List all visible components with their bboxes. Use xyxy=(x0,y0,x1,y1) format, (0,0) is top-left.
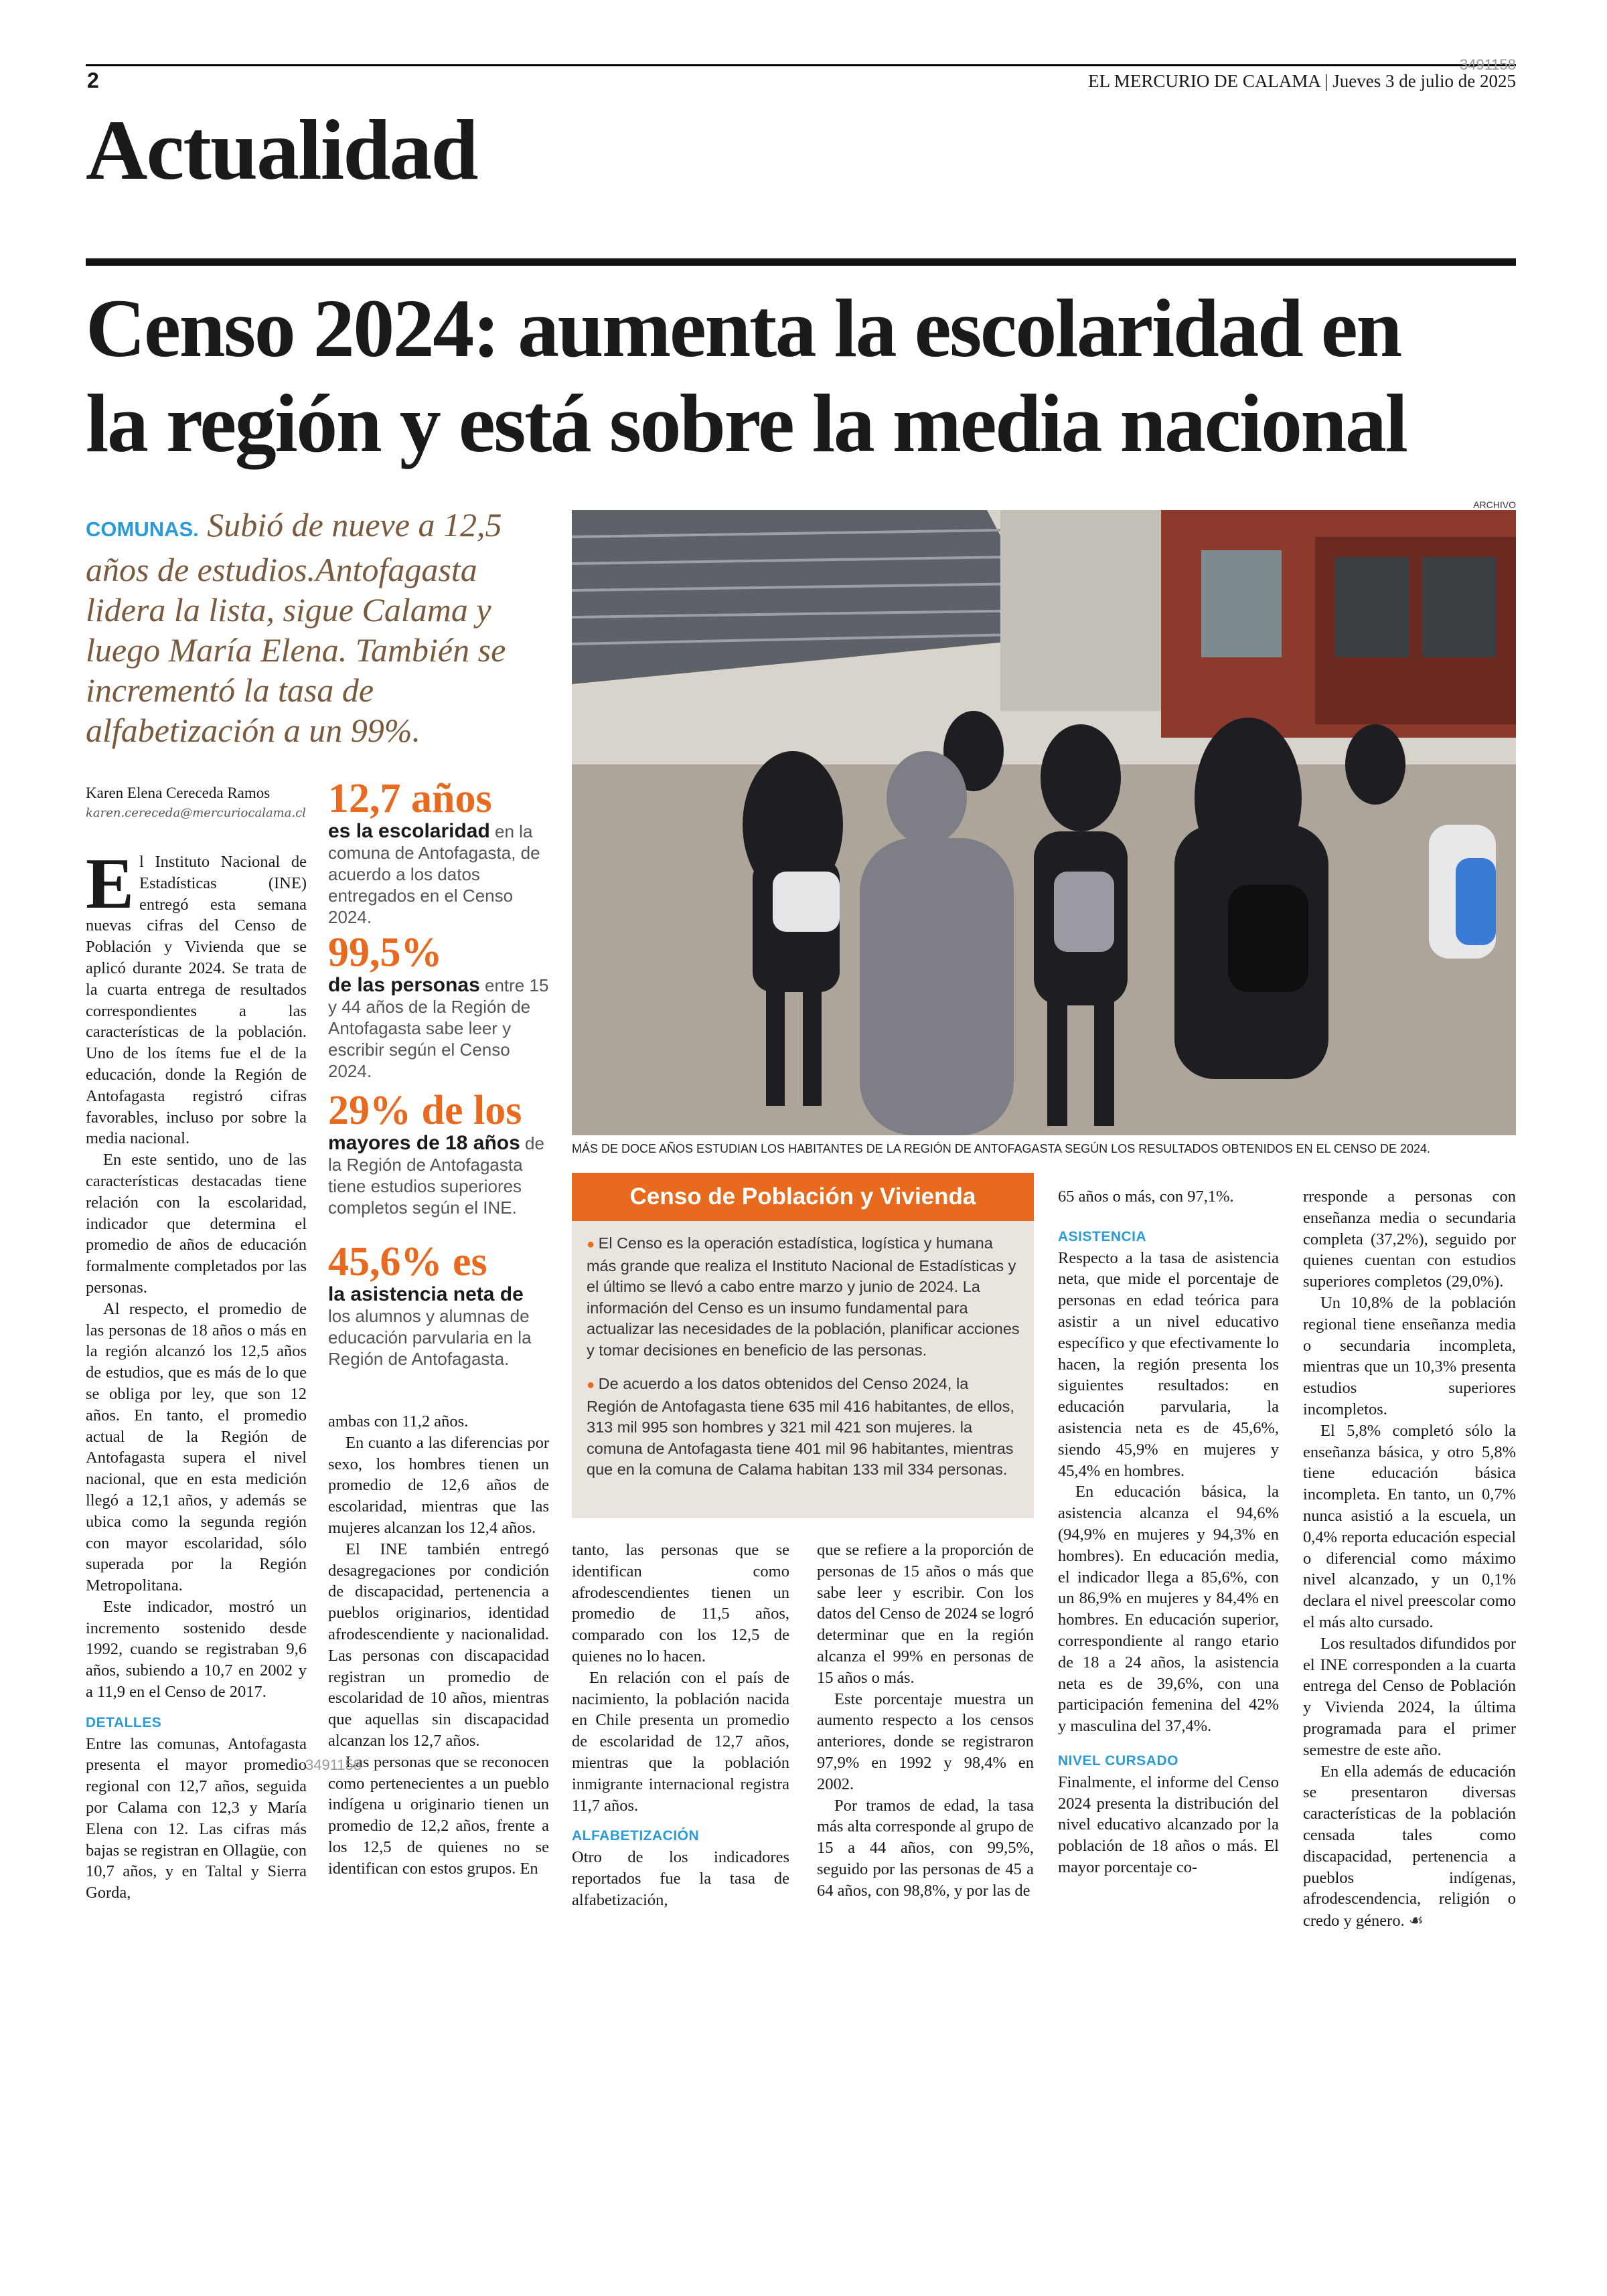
stat-rest: entre 15 y 44 años de la Región de Antofagasta sabe leer y escribir según el Censo 2024. xyxy=(328,975,549,1081)
info-box-text: De acuerdo a los datos obtenidos del Censo 2024, la Región de Antofagasta tiene 635 mil 416 habitantes, de ellos, 313 mil 995 son hombres y 321 mil 421 son mujeres. la comuna de Antofagasta tiene 401 mil 96 habitantes, mientras que en la comuna de Calama habitan 133 mil 334 personas. xyxy=(587,1375,1014,1478)
byline xyxy=(86,785,327,820)
masthead: EL MERCURIO DE CALAMA | Jueves 3 de julio de 2025 xyxy=(1088,71,1516,91)
paragraph: Entre las comunas, Antofagasta presenta el mayor promedio regional con 12,7 años, seguida por Calama con 12,3 y María Elena con 12. Las cifras más bajas se registran en Ollagüe, con 10,7 años, y en Taltal y Sierra Gorda, xyxy=(86,1734,307,1902)
stat-rest: de la Región de Antofagasta tiene estudios superiores completos según el INE. xyxy=(328,1133,544,1218)
subhead: DETALLES xyxy=(86,1714,162,1730)
stat-bold: mayores de 18 años xyxy=(328,1132,520,1154)
paragraph: ambas con 11,2 años. xyxy=(328,1412,469,1430)
page-number: 2 xyxy=(87,68,99,92)
paragraph-text: En ella además de educación se presentaron diversas características de la población censada tales como discapacidad, pertenencia a pueblos indígenas, afrodescendencia, religión o credo y género. xyxy=(1303,1762,1516,1931)
paragraph: Respecto a la tasa de asistencia neta, que mide el porcentaje de personas en edad teórica para asistir a un nivel educativo específico y que efectivamente lo hacen, la región presenta los siguientes resultados: en educación parvularia, la asistencia neta es de 45,6%, siendo 45,9% en mujeres y 45,4% en hombres. xyxy=(1058,1248,1279,1480)
stat-text xyxy=(328,821,549,928)
stat-rest: en la comuna de Antofagasta, de acuerdo a los datos entregados en el Censo 2024. xyxy=(328,821,540,927)
stat-block xyxy=(328,930,549,1082)
stat-block xyxy=(328,776,549,928)
info-box-item xyxy=(587,1233,1022,1361)
paragraph: El 5,8% completó sólo la enseñanza básica, y otro 5,8% tiene educación básica incompleta. En tanto, un 0,7% nunca asistió a la escuela, un 0,4% reporta educación especial o diferencial como máximo nivel alcanzado, y un 0,1% declara el nivel preescolar como el más alto cursado. xyxy=(1303,1421,1516,1631)
drop-cap: E xyxy=(86,844,135,924)
section-rule xyxy=(86,258,1516,266)
body-column-1 xyxy=(86,844,307,1904)
bullet-icon: ● xyxy=(587,1378,599,1392)
stat-figure: 99,5% xyxy=(328,930,443,975)
subhead: ALFABETIZACIÓN xyxy=(572,1828,700,1844)
body-column-4 xyxy=(817,1540,1034,1902)
body-column-3 xyxy=(572,1540,789,1911)
info-box-item xyxy=(587,1374,1022,1481)
paragraph: Al respecto, el promedio de las personas de 18 años o más en la región alcanzó los 12,5 años de estudios, que es más de lo que se obliga por ley, que son 12 años. En tanto, el promedio actual de la Región de Antofagasta supera el nivel nacional, que en esta medición llegó a 12,1 años, y además se ubica como la segunda región con mayor escolaridad, sólo superada por la Región Metropolitana. xyxy=(86,1299,307,1595)
info-box-title: Censo de Población y Vivienda xyxy=(572,1173,1034,1221)
paragraph: Finalmente, el informe del Censo 2024 presenta la distribución del nivel educativo alcanzado por la población de 18 años o más. El mayor porcentaje co- xyxy=(1058,1773,1279,1876)
info-box xyxy=(572,1173,1034,1518)
headline-line-2: la región y está sobre la media nacional xyxy=(86,378,1407,469)
lead-tag: COMUNAS. xyxy=(86,517,199,541)
subhead: ASISTENCIA xyxy=(1058,1228,1147,1244)
stat-text xyxy=(328,975,549,1082)
stat-bold: es la escolaridad xyxy=(328,820,490,842)
lead-text: Subió de nueve a 12,5 años de estudios.Antofagasta lidera la lista, sigue Calama y luego María Elena. También se incrementó la tasa de alfabetización a un 99%. xyxy=(86,506,506,749)
body-column-5 xyxy=(1058,1186,1279,1878)
stat-rest: los alumnos y alumnas de educación parvularia en la Región de Antofagasta. xyxy=(328,1306,532,1369)
headline-line-1: Censo 2024: aumenta la escolaridad en xyxy=(86,282,1401,374)
paragraph xyxy=(1303,1761,1516,1932)
author-name: Karen Elena Cereceda Ramos xyxy=(86,785,271,801)
paragraph: En relación con el país de nacimiento, la población nacida en Chile presenta un promedio de escolaridad de 12,7 años, mientras que la población inmigrante internacional registra 11,7 años. xyxy=(572,1668,789,1815)
subhead: NIVEL CURSADO xyxy=(1058,1752,1178,1769)
stat-figure: 45,6% es xyxy=(328,1239,487,1285)
paragraph: En educación básica, la asistencia alcanza el 94,6% (94,9% en mujeres y 94,3% en hombres). En educación media, el indicador llega a 85,6%, con un 86,9% en mujeres y 84,4% en hombres. En educación superior, correspondiente al rango etario de 18 a 24 años, la asistencia neta es de 39,6%, con una participación femenina del 42% y masculina del 37,4%. xyxy=(1058,1483,1279,1736)
info-box-text: El Censo es la operación estadística, logística y humana más grande que realiza el Instituto Nacional de Estadísticas y el último se llevó a cabo entre marzo y junio de 2024. La información del Censo es un insumo fundamental para actualizar las necesidades de la población, planificar acciones y tomar decisiones en beneficio de las personas. xyxy=(587,1234,1020,1359)
body-column-2 xyxy=(328,1411,549,1880)
photo-illustration xyxy=(572,510,1516,1135)
lead-paragraph xyxy=(86,505,541,750)
paragraph: rresponde a personas con enseñanza media o secundaria completa (37,2%), seguido por quienes cuentan con estudios superiores completos (29,0%). xyxy=(1303,1187,1516,1291)
stat-text xyxy=(328,1133,549,1218)
paragraph: Los resultados difundidos por el INE corresponden a la cuarta entrega del Censo de Población y Vivienda 2024, la última programada para el primer semestre de este año. xyxy=(1303,1634,1516,1759)
paragraph: En cuanto a las diferencias por sexo, los hombres tienen un promedio de 12,6 años de escolaridad, mientras que las mujeres alcanzan los 12,4 años. xyxy=(328,1433,549,1537)
paragraph: El INE también entregó desagregaciones por condición de discapacidad, pertenencia a pueblos originarios, identidad afrodescendiente y nacionalidad. Las personas con discapacidad registran un promedio de escolaridad de 10 años, mientras que aquellas sin discapacidad alcanzan los 12,7 años. xyxy=(328,1540,549,1750)
stat-text xyxy=(328,1284,549,1370)
paragraph: 65 años o más, con 97,1%. xyxy=(1058,1187,1234,1206)
paragraph: Este indicador, mostró un incremento sostenido desde 1992, cuando se registraban 9,6 años, subiendo a 10,7 en 2002 y a 11,9 en el Censo de 2017. xyxy=(86,1597,307,1702)
author-email: karen.cereceda@mercuriocalama.cl xyxy=(86,806,307,820)
paragraph: que se refiere a la proporción de personas de 15 años o más que sabe leer y escribir. Con los datos del Censo de 2024 se logró determinar que en la región alcanza el 99% en personas de 15 años o más. xyxy=(817,1541,1034,1687)
paragraph: Otro de los indicadores reportados fue la tasa de alfabetización, xyxy=(572,1848,789,1909)
watermark-id: 3491158 xyxy=(305,1756,362,1773)
top-rule xyxy=(86,64,1516,66)
body-column-6 xyxy=(1303,1186,1516,1932)
photo-caption: MÁS DE DOCE AÑOS ESTUDIAN LOS HABITANTES DE LA REGIÓN DE ANTOFAGASTA SEGÚN LOS RESULTADOS OBTENIDOS EN EL CENSO DE 2024. xyxy=(572,1142,1430,1155)
stat-figure: 12,7 años xyxy=(328,776,492,821)
stat-figure: 29% de los xyxy=(328,1088,522,1133)
students-photo xyxy=(572,510,1516,1135)
stat-bold: de las personas xyxy=(328,974,480,996)
section-title: Actualidad xyxy=(86,102,477,197)
paragraph: tanto, las personas que se identifican como afrodescendientes tienen un promedio de 11,5 años, comparado con los 12,5 de quienes no lo hacen. xyxy=(572,1541,789,1665)
bullet-icon: ● xyxy=(587,1237,599,1252)
paragraph: Este porcentaje muestra un aumento respecto a los censos anteriores, donde se registraron 97,9% en 1992 y 98,4% en 2002. xyxy=(817,1690,1034,1793)
end-mark-icon: ☙ xyxy=(1408,1910,1424,1931)
paragraph: En este sentido, uno de las características destacadas tiene relación con la escolaridad, indicador que determina el promedio de años de educación formalmente completados por las personas. xyxy=(86,1151,307,1297)
headline xyxy=(86,281,1525,471)
paragraph: Un 10,8% de la población regional tiene enseñanza media o secundaria incompleta, mientras que un 10,3% presenta estudios superiores incompletos. xyxy=(1303,1293,1516,1418)
stat-block xyxy=(328,1088,549,1218)
photo-credit: ARCHIVO xyxy=(1473,499,1516,510)
paragraph: Las personas que se reconocen como pertenecientes a un pueblo indígena u originario tienen un promedio de 12,2 años, frente a los 12,5 de quienes no se identifican con estos grupos. En xyxy=(328,1752,549,1878)
paragraph: Por tramos de edad, la tasa más alta corresponde al grupo de 15 a 44 años, con 99,5%, seguido por las personas de 45 a 64 años, con 98,8%, y por las de xyxy=(817,1796,1034,1900)
stat-bold: la asistencia neta de xyxy=(328,1283,524,1305)
stat-block xyxy=(328,1240,549,1370)
paragraph: l Instituto Nacional de Estadísticas (INE) entregó esta semana nuevas cifras del Censo de Población y Vivienda que se aplicó durante 2024. Se trata de la cuarta entrega de resultados correspondientes a las características de la población. Uno de los ítems fue el de la educación, donde la Región de Antofagasta registró cifras favorables, incluso por sobre la media nacional. xyxy=(86,853,307,1148)
clipping-id-stamp: 3491158 xyxy=(1459,56,1516,73)
